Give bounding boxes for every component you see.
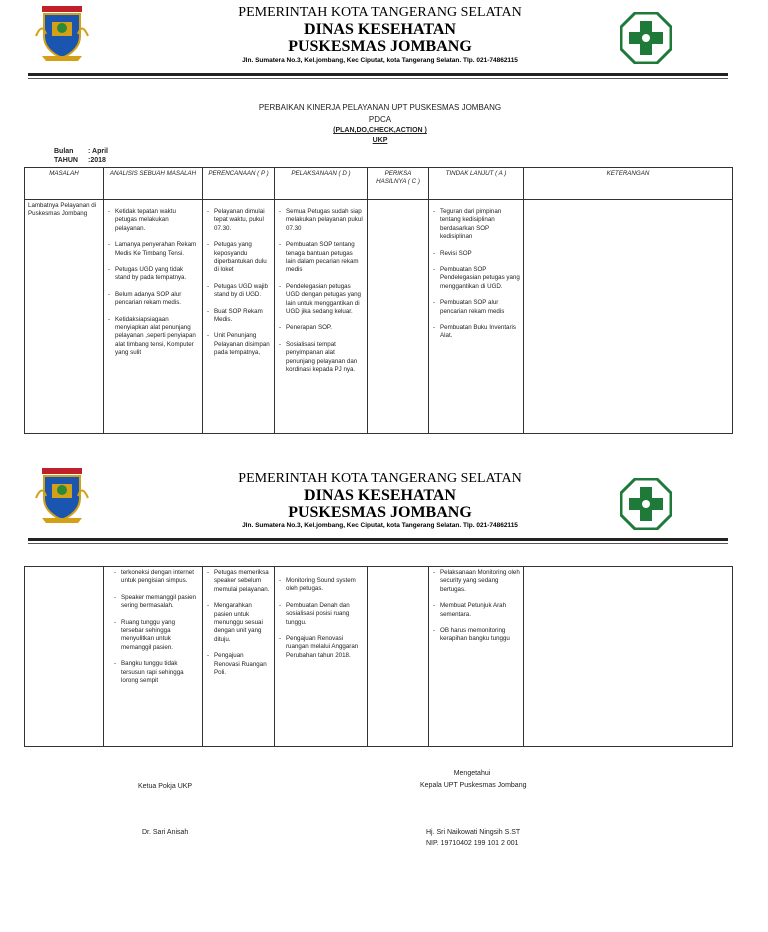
header-address: Jln. Sumatera No.3, Kel.jombang, Kec Ciputat, kota Tangerang Selatan. Tlp. 021-74862115 bbox=[242, 522, 518, 529]
cell-pelaksanaan bbox=[275, 567, 368, 747]
header-divider-thin bbox=[28, 78, 728, 79]
header-pelaksanaan: PELAKSANAAN ( D ) bbox=[275, 168, 368, 200]
list-item: - Petugas UGD wajib stand by di UGD. bbox=[214, 283, 271, 300]
header-puskesmas: PUSKESMAS JOMBANG bbox=[288, 38, 472, 55]
cell-masalah: Lambatnya Pelayanan di Puskesmas Jombang bbox=[25, 200, 104, 434]
cell-tindak-lanjut bbox=[429, 200, 524, 434]
header-government: PEMERINTAH KOTA TANGERANG SELATAN bbox=[238, 5, 522, 20]
list-item: - OB harus memonitoring kerapihan bangku tunggu bbox=[440, 627, 520, 644]
header-puskesmas: PUSKESMAS JOMBANG bbox=[288, 504, 472, 521]
doc-subtitle-2: (PLAN,DO,CHECK,ACTION ) bbox=[333, 127, 427, 134]
signature-right-role: Kepala UPT Puskesmas Jombang bbox=[420, 782, 527, 789]
list-item: - Semua Petugas sudah siap melakukan pelayanan pukul 07.30 bbox=[286, 208, 364, 233]
table-row bbox=[25, 200, 733, 434]
list-item: - terkoneksi dengan internet untuk pengisian simpus. bbox=[121, 569, 199, 586]
tahun-value: :2018 bbox=[88, 157, 106, 164]
bulan-label: Bulan bbox=[54, 148, 74, 155]
list-item: - Pelayanan dimulai tepat waktu, pukul 07.30. bbox=[214, 208, 271, 233]
city-emblem-logo bbox=[34, 6, 90, 62]
header-masalah: MASALAH bbox=[25, 168, 104, 200]
doc-title: PERBAIKAN KINERJA PELAYANAN UPT PUSKESMAS JOMBANG bbox=[258, 103, 502, 112]
list-item: - Pelaksanaan Monitoring oleh security yang sedang bertugas. bbox=[440, 569, 520, 594]
list-item: - Pembuatan SOP tentang tenaga bantuan petugas lain dalam pecarian rekam medis bbox=[286, 241, 364, 275]
cell-periksa bbox=[368, 567, 429, 747]
list-item: - Buat SOP Rekam Medis. bbox=[214, 308, 271, 325]
signature-left-name: Dr. Sari Anisah bbox=[142, 829, 189, 836]
cell-tindak-lanjut bbox=[429, 567, 524, 747]
cell-masalah bbox=[25, 567, 104, 747]
list-item: - Petugas yang keposyandu diperbantukan dulu di loket bbox=[214, 241, 271, 275]
cell-analisis bbox=[104, 567, 203, 747]
list-item: - Petugas UGD yang tidak stand by pada tempatnya. bbox=[115, 266, 199, 283]
list-item: - Pembuatan SOP Pendelegasian petugas yang menggantikan di UGD. bbox=[440, 266, 520, 291]
list-item: - Ketidaksiapsiagaan menyiapkan alat penunjang pelayanan ,seperti penyiapan alat timbang tensi, Komputer yang sulit bbox=[115, 316, 199, 358]
header-government: PEMERINTAH KOTA TANGERANG SELATAN bbox=[238, 471, 522, 486]
cell-keterangan bbox=[524, 200, 733, 434]
cell-analisis bbox=[104, 200, 203, 434]
puskesmas-cross-logo bbox=[620, 12, 672, 64]
cell-keterangan bbox=[524, 567, 733, 747]
list-item: - Membuat Petunjuk Arah sementara. bbox=[440, 602, 520, 619]
signature-right-nip: NIP. 19710402 199 101 2 001 bbox=[426, 840, 519, 847]
list-item: - Ruang tunggu yang tersebar sehingga menyulitkan untuk memanggil pasien. bbox=[121, 619, 199, 653]
bulan-value: : April bbox=[88, 148, 108, 155]
cell-pelaksanaan bbox=[275, 200, 368, 434]
header-address: Jln. Sumatera No.3, Kel.jombang, Kec Ciputat, kota Tangerang Selatan. Tlp. 021-74862115 bbox=[242, 57, 518, 64]
list-item: - Pengajuan Renovasi ruangan melalui Anggaran Perubahan tahun 2018. bbox=[286, 635, 364, 660]
table-header-row bbox=[25, 168, 733, 200]
header-divider-thin bbox=[28, 543, 728, 544]
list-item: - Pembuatan Buku Inventaris Alat. bbox=[440, 324, 520, 341]
list-item: - Speaker memanggil pasien sering bermasalah. bbox=[121, 594, 199, 611]
header-department: DINAS KESEHATAN bbox=[304, 21, 456, 38]
header-divider-thick bbox=[28, 538, 728, 541]
list-item: - Petugas memeriksa speaker sebelum memulai pelayanan. bbox=[214, 569, 271, 594]
header-department: DINAS KESEHATAN bbox=[304, 487, 456, 504]
header-tindak-lanjut: TINDAK LANJUT ( A ) bbox=[429, 168, 524, 200]
list-item: - Ketidak tepatan waktu petugas melakukan pelayanan. bbox=[115, 208, 199, 233]
header-analisis: ANALISIS SEBUAH MASALAH bbox=[104, 168, 203, 200]
header-perencanaan: PERENCANAAN ( P ) bbox=[203, 168, 275, 200]
tahun-label: TAHUN bbox=[54, 157, 78, 164]
list-item: - Pembuatan SOP alur pencarian rekam medis bbox=[440, 299, 520, 316]
doc-subtitle: PDCA bbox=[368, 115, 392, 124]
signature-right-heading: Mengetahui bbox=[453, 770, 491, 777]
list-item: - Penerapan SOP. bbox=[286, 324, 364, 332]
list-item: - Pendelegasian petugas UGD dengan petugas yang lain untuk menggantikan di UGD jika sedang keluar. bbox=[286, 283, 364, 317]
doc-unit: UKP bbox=[372, 137, 388, 144]
list-item: - Mengarahkan pasien untuk menunggu sesuai dengan unit yang dituju. bbox=[214, 602, 271, 644]
list-item: - Revisi SOP bbox=[440, 250, 520, 258]
list-item: - Bangku tunggu tidak tersusun rapi sehingga lorong sempit bbox=[121, 660, 199, 685]
pdca-table-page2 bbox=[24, 566, 733, 747]
list-item: - Unit Penunjang Pelayanan disimpan pada tempatnya, bbox=[214, 332, 271, 357]
signature-left-role: Ketua Pokja UKP bbox=[138, 783, 193, 790]
cell-perencanaan bbox=[203, 567, 275, 747]
list-item: - Teguran dari pimpinan tentang kedisiplinan berdasarkan SOP kedisiplinan bbox=[440, 208, 520, 242]
signature-right-name: Hj. Sri Naikowati Ningsih S.ST bbox=[426, 829, 521, 836]
header-divider-thick bbox=[28, 73, 728, 76]
pdca-table-page1 bbox=[24, 167, 733, 434]
list-item: - Pembuatan Denah dan sosialisasi posisi ruang tunggu. bbox=[286, 602, 364, 627]
puskesmas-cross-logo bbox=[620, 478, 672, 530]
list-item: - Monitoring Sound system oleh petugas. bbox=[286, 577, 364, 594]
header-keterangan: KETERANGAN bbox=[524, 168, 733, 200]
list-item: - Pengajuan Renovasi Ruangan Poli. bbox=[214, 652, 271, 677]
header-periksa: PERIKSA HASILNYA ( C ) bbox=[368, 168, 429, 200]
table-row bbox=[25, 567, 733, 747]
list-item: - Sosialisasi tempat penyimpanan alat penunjang pelayanan dan kordinasi kepada PJ nya. bbox=[286, 341, 364, 375]
list-item: - Lamanya penyerahan Rekam Medis Ke Timbang Tensi. bbox=[115, 241, 199, 258]
city-emblem-logo bbox=[34, 468, 90, 524]
list-item: - Belum adanya SOP alur pencarian rekam medis. bbox=[115, 291, 199, 308]
cell-periksa bbox=[368, 200, 429, 434]
cell-perencanaan bbox=[203, 200, 275, 434]
